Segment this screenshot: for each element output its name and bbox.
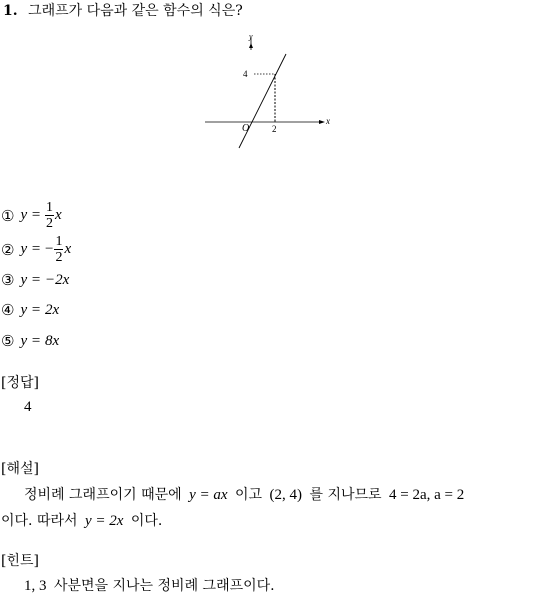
x-tick-label: 2 (272, 124, 277, 134)
explanation-line-2: 이다. 따라서 y = 2x 이다. (1, 513, 163, 529)
x-axis-arrow (319, 120, 325, 124)
option-4[interactable]: ④ y = 2x (1, 301, 60, 319)
option-1[interactable]: ① y = $\frac{1}{2}$ x (1, 200, 62, 231)
y-axis-label: y (249, 32, 253, 41)
explanation-line-1: 정비례 그래프이기 때문에 y = ax 이고 (2, 4) 를 지나므로 4 = 2a, a = 2 (24, 487, 465, 503)
question-text: 그래프가 다음과 같은 함수의 식은? (28, 3, 243, 19)
option-5[interactable]: ⑤ y = 8x (1, 332, 60, 350)
option-marker: ① (1, 206, 15, 225)
function-graph (195, 30, 340, 155)
origin-label: O (242, 123, 250, 134)
explanation-label: [해설] (1, 461, 39, 477)
option-3[interactable]: ③ y = −2x (1, 271, 70, 289)
answer-label: [정답] (1, 375, 39, 391)
y-axis-arrow (249, 43, 253, 48)
question-number: 1. (3, 3, 18, 19)
x-axis-label: x (326, 116, 330, 126)
hint-text: 1, 3 사분면을 지나는 정비례 그래프이다. (24, 578, 275, 594)
hint-label: [힌트] (1, 553, 39, 569)
option-marker: ③ (1, 271, 15, 289)
option-marker: ④ (1, 301, 15, 319)
answer-value: 4 (24, 399, 32, 415)
option-2[interactable]: ② y = − $\frac{1}{2}$ x (1, 234, 72, 265)
fraction: $\frac{1}{2}$ (55, 234, 63, 265)
option-marker: ⑤ (1, 332, 15, 350)
y-tick-label: 4 (243, 69, 248, 79)
question-header (3, 0, 243, 20)
fraction: $\frac{1}{2}$ (45, 200, 53, 231)
option-marker: ② (1, 240, 15, 259)
